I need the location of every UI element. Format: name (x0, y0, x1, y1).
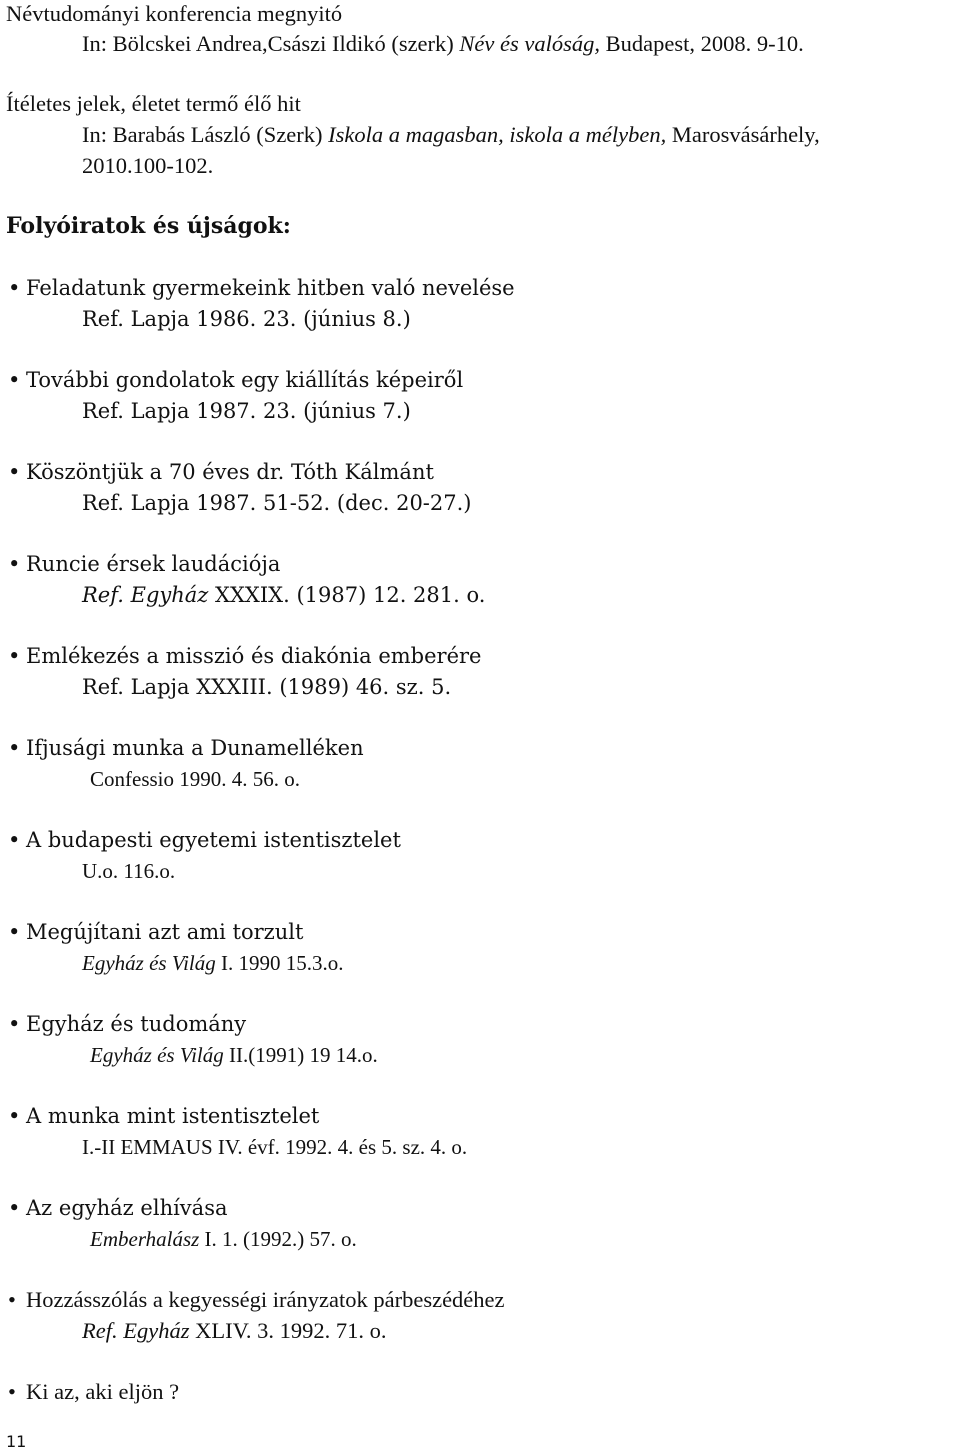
list-item (8, 1194, 228, 1222)
entry-title: Névtudományi konferencia megnyitó (6, 1, 343, 26)
item-reference: I.-II EMMAUS IV. évf. 1992. 4. és 5. sz. 4. o. (82, 1135, 468, 1159)
section-heading: Folyóiratok és újságok: (6, 213, 291, 239)
ref-suffix: Marosvásárhely, (666, 122, 820, 147)
item-reference: Ref. Egyház XLIV. 3. 1992. 71. o. (82, 1318, 387, 1343)
list-item (8, 366, 463, 394)
item-title: Emlékezés a misszió és diakónia emberére (26, 644, 482, 668)
entry-reference (82, 121, 820, 149)
ref-italic: Név és valóság, (459, 31, 600, 56)
bullet-icon: • (8, 1012, 21, 1036)
list-item (8, 642, 481, 670)
page-number: 11 (6, 1432, 27, 1451)
list-item (8, 1010, 246, 1038)
list-item (8, 826, 401, 854)
item-title: Egyház és tudomány (26, 1012, 247, 1036)
bullet-icon: • (8, 736, 21, 760)
ref-suffix: Budapest, 2008. 9-10. (600, 31, 804, 56)
item-reference: Ref. Egyház XXXIX. (1987) 12. 281. o. (82, 583, 486, 607)
item-title: A munka mint istentisztelet (26, 1104, 320, 1128)
list-item (8, 1286, 505, 1314)
ref-italic: Iskola a magasban, iskola a mélyben, (328, 122, 667, 147)
item-title: Köszöntjük a 70 éves dr. Tóth Kálmánt (26, 460, 434, 484)
item-title: Runcie érsek laudációja (26, 552, 281, 576)
item-reference: Egyház és Világ II.(1991) 19 14.o. (90, 1043, 378, 1067)
item-title: Hozzásszólás a kegyességi irányzatok párbeszédéhez (26, 1287, 505, 1312)
list-item (8, 1378, 179, 1406)
bullet-icon: • (8, 828, 21, 852)
item-reference: Ref. Lapja XXXIII. (1989) 46. sz. 5. (82, 675, 452, 699)
bullet-icon: • (8, 460, 21, 484)
entry-reference-continued: 2010.100-102. (82, 153, 214, 178)
bullet-icon: • (8, 1287, 16, 1312)
ref-prefix: In: Bölcskei Andrea,Császi Ildikó (szerk) (82, 31, 460, 56)
item-title: Megújítani azt ami torzult (26, 920, 304, 944)
bullet-icon: • (8, 644, 21, 668)
bullet-icon: • (8, 1196, 21, 1220)
entry-reference (82, 30, 804, 58)
bullet-icon: • (8, 1379, 16, 1404)
item-reference: Ref. Lapja 1987. 23. (június 7.) (82, 399, 411, 423)
bullet-icon: • (8, 368, 21, 392)
entry-title: Ítéletes jelek, életet termő élő hit (6, 91, 301, 116)
item-title: További gondolatok egy kiállítás képeiről (26, 368, 464, 392)
bullet-icon: • (8, 1104, 21, 1128)
item-reference: Ref. Lapja 1987. 51-52. (dec. 20-27.) (82, 491, 472, 515)
item-reference: Emberhalász I. 1. (1992.) 57. o. (90, 1227, 357, 1251)
item-title: A budapesti egyetemi istentisztelet (26, 828, 401, 852)
item-reference: Ref. Lapja 1986. 23. (június 8.) (82, 307, 411, 331)
item-reference: Confessio 1990. 4. 56. o. (90, 767, 300, 791)
list-item (8, 550, 280, 578)
item-reference: Egyház és Világ I. 1990 15.3.o. (82, 951, 344, 975)
item-title: Feladatunk gyermekeink hitben való nevelése (26, 276, 515, 300)
item-title: Ki az, aki eljön ? (26, 1379, 180, 1404)
item-reference: U.o. 116.o. (82, 859, 176, 883)
item-title: Az egyház elhívása (26, 1196, 228, 1220)
bullet-icon: • (8, 276, 21, 300)
item-title: Ifjusági munka a Dunamelléken (26, 736, 364, 760)
list-item (8, 274, 515, 302)
list-item (8, 1102, 319, 1130)
list-item (8, 918, 303, 946)
list-item (8, 734, 364, 762)
ref-prefix: In: Barabás László (Szerk) (82, 122, 329, 147)
list-item (8, 458, 434, 486)
bullet-icon: • (8, 920, 21, 944)
bullet-icon: • (8, 552, 21, 576)
